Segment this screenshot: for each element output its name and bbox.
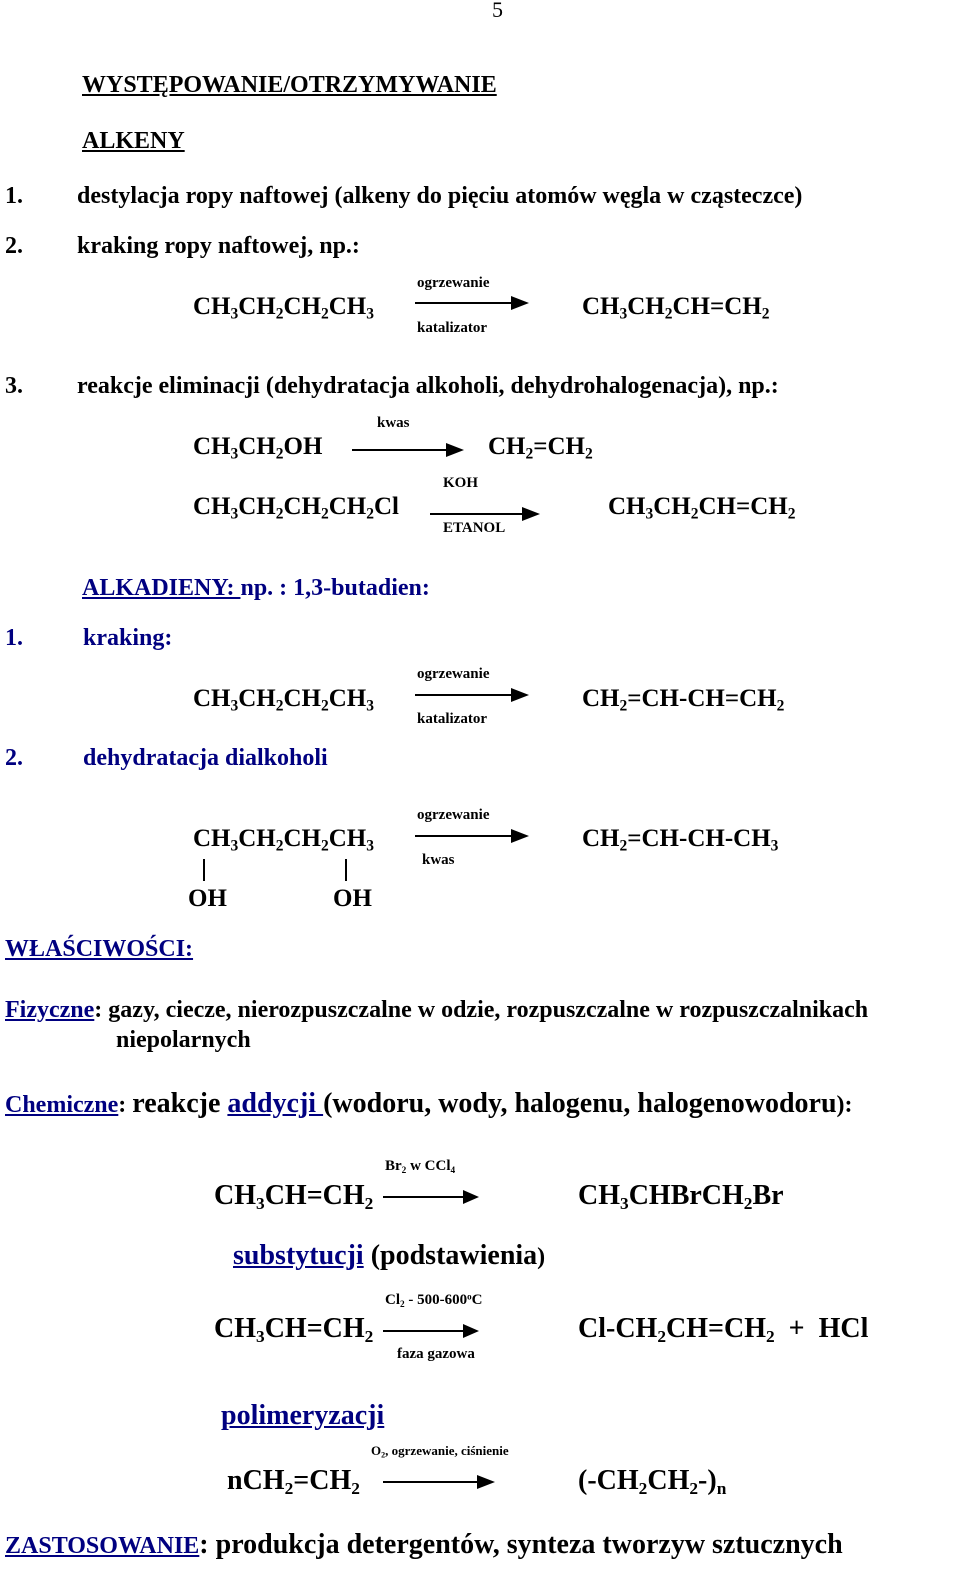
formula-butane-reactant-2: $CH_3CH_2CH_2CH_3$ [193, 685, 374, 715]
reaction-arrow [415, 295, 530, 311]
heading-alkenes: ALKENY [82, 128, 185, 154]
heading-occurrence: WYSTĘPOWANIE/OTRZYMYWANIE [82, 72, 497, 98]
condition-acid: kwas [377, 415, 410, 431]
formula-ethene-product: $CH_2=CH_2$ [488, 433, 593, 463]
condition-bromine: $Br_2$ w CCl$_4$ [385, 1158, 456, 1176]
alkenes-item2-number: 2. [5, 233, 23, 259]
chemical-properties-line: Chemiczne: reakcje addycji (wodoru, wody, halogenu, halogenowodoru): [5, 1088, 853, 1119]
formula-propene-reactant-2: $CH_3CH=CH_2$ [214, 1313, 374, 1347]
condition-above: ogrzewanie [417, 666, 490, 682]
alkenes-item3-number: 3. [5, 373, 23, 399]
condition-koh: KOH [443, 475, 479, 491]
alkenes-item1-text: destylacja ropy naftowej (alkeny do pięciu atomów węgla w cząsteczce) [77, 183, 803, 209]
condition-oxygen: $O_2$, ogrzewanie, ciśnienie [371, 1443, 509, 1460]
formula-butane-reactant: $CH_3CH_2CH_2CH_3$ [193, 293, 374, 323]
condition-above: ogrzewanie [417, 275, 490, 291]
alkenes-item3-text: reakcje eliminacji (dehydratacja alkoholi, dehydrohalogenacja), np.: [77, 373, 779, 399]
formula-ethanol-reactant: $CH_3CH_2OH$ [193, 433, 323, 463]
condition-above: ogrzewanie [417, 807, 490, 823]
condition-below: katalizator [417, 320, 487, 336]
alkadienes-item2-text: dehydratacja dialkoholi [83, 745, 328, 771]
formula-polyethylene-product: $(-CH_2CH_2-)_n$ [578, 1465, 727, 1499]
alkenes-item2-text: kraking ropy naftowej, np.: [77, 233, 360, 259]
hydroxyl-left: OH [188, 885, 227, 912]
substitution-heading: substytucji (podstawienia) [233, 1240, 546, 1271]
formula-ethene-monomer: $nCH_2=CH_2$ [227, 1465, 360, 1499]
hydroxyl-right: OH [333, 885, 372, 912]
bond-line [345, 859, 347, 881]
condition-gas-phase: faza gazowa [397, 1346, 475, 1362]
reaction-arrow [415, 828, 530, 844]
physical-properties-line2: niepolarnych [116, 1027, 251, 1053]
physical-properties-line1: Fizyczne: gazy, ciecze, nierozpuszczalne w odzie, rozpuszczalne w rozpuszczalnikach [5, 997, 869, 1023]
formula-butene-product: $CH_3CH_2CH=CH_2$ [582, 293, 770, 323]
reaction-arrow [415, 687, 530, 703]
heading-properties: WŁAŚCIWOŚCI: [5, 936, 194, 962]
formula-butadiene-product: $CH_2=CH-CH=CH_2$ [582, 685, 785, 715]
heading-alkadienes: ALKADIENY: np. : 1,3-butadien: [82, 575, 430, 601]
reaction-arrow [352, 442, 467, 458]
reaction-arrow [383, 1474, 498, 1490]
condition-ethanol: ETANOL [443, 520, 506, 536]
bond-line [203, 859, 205, 881]
condition-below: katalizator [417, 711, 487, 727]
condition-below: kwas [422, 852, 455, 868]
reaction-arrow [383, 1189, 483, 1205]
alkadienes-item1-number: 1. [5, 625, 23, 651]
formula-propene-reactant: $CH_3CH=CH_2$ [214, 1180, 374, 1214]
condition-chlorine: $Cl_2 - 500-600^oC$ [385, 1291, 483, 1310]
formula-allyl-chloride-product: $Cl-CH_2CH=CH_2$ + HCl [578, 1313, 869, 1347]
alkenes-item1-number: 1. [5, 183, 23, 209]
formula-chlorobutane-reactant: $CH_3CH_2CH_2CH_2Cl$ [193, 493, 399, 523]
usage-line: ZASTOSOWANIE: produkcja detergentów, synteza tworzyw sztucznych [5, 1529, 843, 1560]
formula-dibromopropane-product: $CH_3CHBrCH_2Br$ [578, 1180, 784, 1214]
formula-butene-product-2: $CH_3CH_2CH=CH_2$ [608, 493, 796, 523]
page-number: 5 [492, 0, 503, 22]
reaction-arrow [383, 1323, 483, 1339]
formula-butanediol-reactant: $CH_3CH_2CH_2CH_3$ [193, 825, 374, 855]
formula-dialcohol-product: $CH_2=CH-CH-CH_3$ [582, 825, 779, 855]
alkadienes-item2-number: 2. [5, 745, 23, 771]
polymerization-heading: polimeryzacji [221, 1400, 385, 1431]
alkadienes-item1-text: kraking: [83, 625, 173, 651]
